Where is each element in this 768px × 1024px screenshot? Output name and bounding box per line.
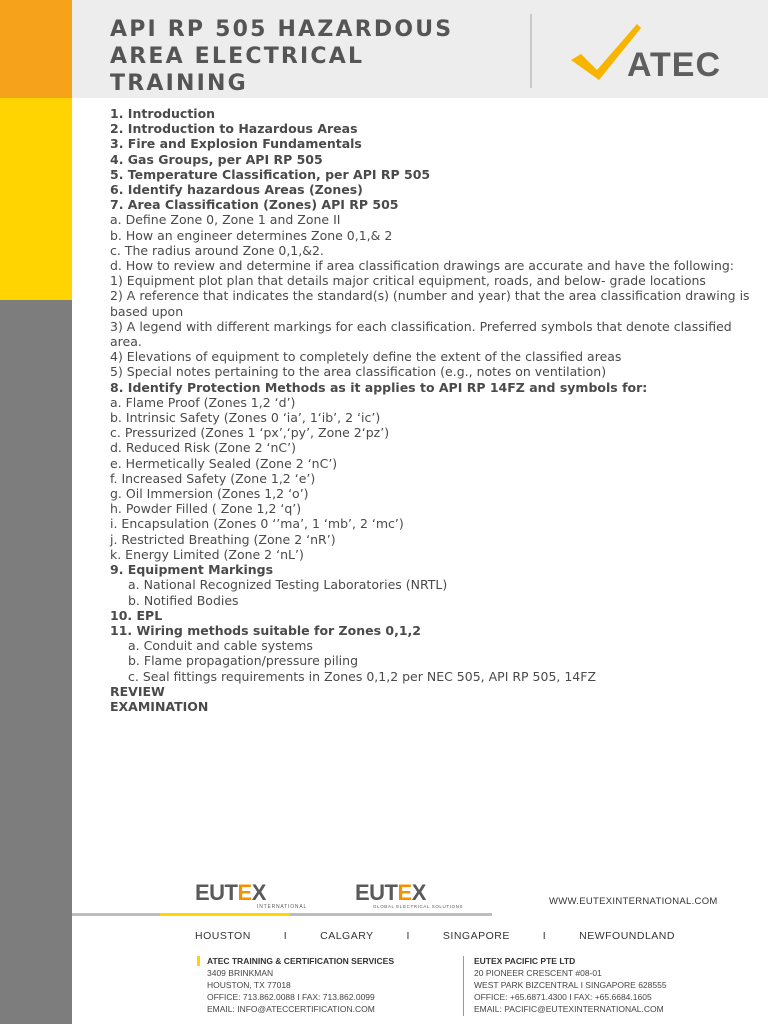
outline-item: EXAMINATION [110, 698, 209, 714]
address-accent-bar [197, 956, 200, 966]
outline-item: b. How an engineer determines Zone 0,1,& 2 [110, 227, 393, 243]
outline-item: j. Restricted Breathing (Zone 2 ‘nR’) [110, 531, 336, 547]
outline-item: 8. Identify Protection Methods as it applies to API RP 14FZ and symbols for: [110, 379, 648, 395]
address-line: 3409 BRINKMAN [207, 968, 274, 978]
atec-address-block [207, 955, 394, 1015]
outline-item: 4. Gas Groups, per API RP 505 [110, 151, 323, 167]
address-line: EMAIL: PACIFIC@EUTEXINTERNATIONAL.COM [474, 1004, 664, 1014]
left-band-yellow [0, 98, 72, 300]
outline-item: 1) Equipment plot plan that details major critical equipment, roads, and below- grade locations [110, 273, 706, 289]
address-line: 20 PIONEER CRESCENT #08-01 [474, 968, 602, 978]
city-name: HOUSTON [195, 930, 251, 942]
outline-item: c. Seal fittings requirements in Zones 0,1,2 per NEC 505, API RP 505, 14FZ [128, 668, 597, 684]
outline-item: 1. Introduction [110, 106, 216, 121]
outline-item: a. Define Zone 0, Zone 1 and Zone II [110, 212, 341, 228]
eutex-international-logo [195, 880, 310, 910]
outline-item: e. Hermetically Sealed (Zone 2 ‘nC’) [110, 455, 338, 471]
outline-item: 2) A reference that indicates the standard(s) (number and year) that the area classification drawing is based upon [110, 288, 750, 319]
website-link[interactable]: WWW.EUTEXINTERNATIONAL.COM [549, 896, 718, 907]
city-separator: I [406, 930, 410, 942]
left-band-orange [0, 0, 72, 98]
address-divider [463, 956, 464, 1016]
outline-item: 10. EPL [110, 607, 163, 623]
header-divider [530, 14, 532, 88]
outline-item: k. Energy Limited (Zone 2 ‘nL’) [110, 546, 304, 562]
outline-item: d. Reduced Risk (Zone 2 ‘nC’) [110, 440, 296, 456]
outline-item: 11. Wiring methods suitable for Zones 0,1,2 [110, 622, 421, 638]
address-line: EMAIL: INFO@ATECCERTIFICATION.COM [207, 1004, 375, 1014]
outline-item: 5) Special notes pertaining to the area classification (e.g., notes on ventilation) [110, 364, 607, 380]
city-separator: I [283, 930, 288, 942]
eutex-logo-subtitle: INTERNATIONAL [257, 904, 308, 910]
outline-item: 4) Elevations of equipment to completely define the extent of the classified areas [110, 349, 622, 365]
office-cities [195, 930, 675, 942]
address-line: WEST PARK BIZCENTRAL I SINGAPORE 628555 [474, 980, 667, 990]
eutex-logo-text: EUTEX [355, 880, 426, 905]
page-title: API RP 505 HAZARDOUS AREA ELECTRICAL TRAINING [110, 17, 454, 96]
eutex-global-logo [355, 880, 475, 910]
address-line: OFFICE: +65.6871.4300 I FAX: +65.6684.1605 [474, 992, 652, 1002]
outline-item: h. Powder Filled ( Zone 1,2 ‘q’) [110, 501, 302, 517]
outline-item: 3) A legend with different markings for each classification. Preferred symbols that denote classified area. [110, 318, 732, 350]
city-name: SINGAPORE [442, 930, 510, 942]
outline-item: 6. Identify hazardous Areas (Zones) [110, 182, 363, 198]
address-line: HOUSTON, TX 77018 [207, 980, 291, 990]
outline-item: d. How to review and determine if area classification drawings are accurate and have the following: [110, 258, 735, 274]
outline-item: 2. Introduction to Hazardous Areas [110, 121, 358, 137]
address-line: OFFICE: 713.862.0088 I FAX: 713.862.0099 [207, 992, 375, 1002]
outline-item: g. Oil Immersion (Zones 1,2 ‘o’) [110, 486, 309, 502]
left-band-gray [0, 300, 72, 1024]
outline-item: REVIEW [110, 683, 165, 699]
address-heading: EUTEX PACIFIC PTE LTD [474, 956, 576, 966]
outline-item: 7. Area Classification (Zones) API RP 505 [110, 197, 399, 213]
atec-logo [567, 22, 727, 82]
atec-logo-text: ATEC [627, 46, 722, 82]
outline-item: b. Notified Bodies [128, 592, 239, 608]
outline-item: a. Conduit and cable systems [128, 638, 313, 654]
outline-item: b. Intrinsic Safety (Zones 0 ‘ia’, 1‘ib’, 2 ‘ic’) [110, 410, 381, 426]
footer-yellow-rule [160, 913, 290, 916]
city-name: CALGARY [320, 930, 374, 942]
course-outline [110, 106, 765, 714]
outline-item: c. Pressurized (Zones 1 ‘px’,‘py’, Zone 2‘pz’) [110, 425, 390, 441]
outline-item: f. Increased Safety (Zone 1,2 ‘e’) [110, 470, 316, 486]
outline-item: 5. Temperature Classification, per API RP 505 [110, 166, 431, 182]
address-heading: ATEC TRAINING & CERTIFICATION SERVICES [207, 956, 395, 966]
outline-item: i. Encapsulation (Zones 0 ‘’ma’, 1 ‘mb’, 2 ‘mc’) [110, 516, 404, 532]
eutex-logo-subtitle: GLOBAL ELECTRICAL SOLUTIONS [373, 904, 464, 909]
city-separator: I [542, 930, 547, 942]
outline-item: 3. Fire and Explosion Fundamentals [110, 136, 362, 152]
outline-item: b. Flame propagation/pressure piling [128, 653, 359, 669]
eutex-pacific-address-block [474, 955, 667, 1015]
outline-item: c. The radius around Zone 0,1,&2. [110, 242, 324, 258]
city-name: NEWFOUNDLAND [579, 930, 675, 942]
eutex-logo-text: EUTEX [195, 880, 266, 905]
outline-item: a. Flame Proof (Zones 1,2 ‘d’) [110, 394, 296, 410]
outline-item: 9. Equipment Markings [110, 562, 274, 578]
outline-item: a. National Recognized Testing Laboratories (NRTL) [128, 577, 448, 593]
header [72, 0, 768, 98]
